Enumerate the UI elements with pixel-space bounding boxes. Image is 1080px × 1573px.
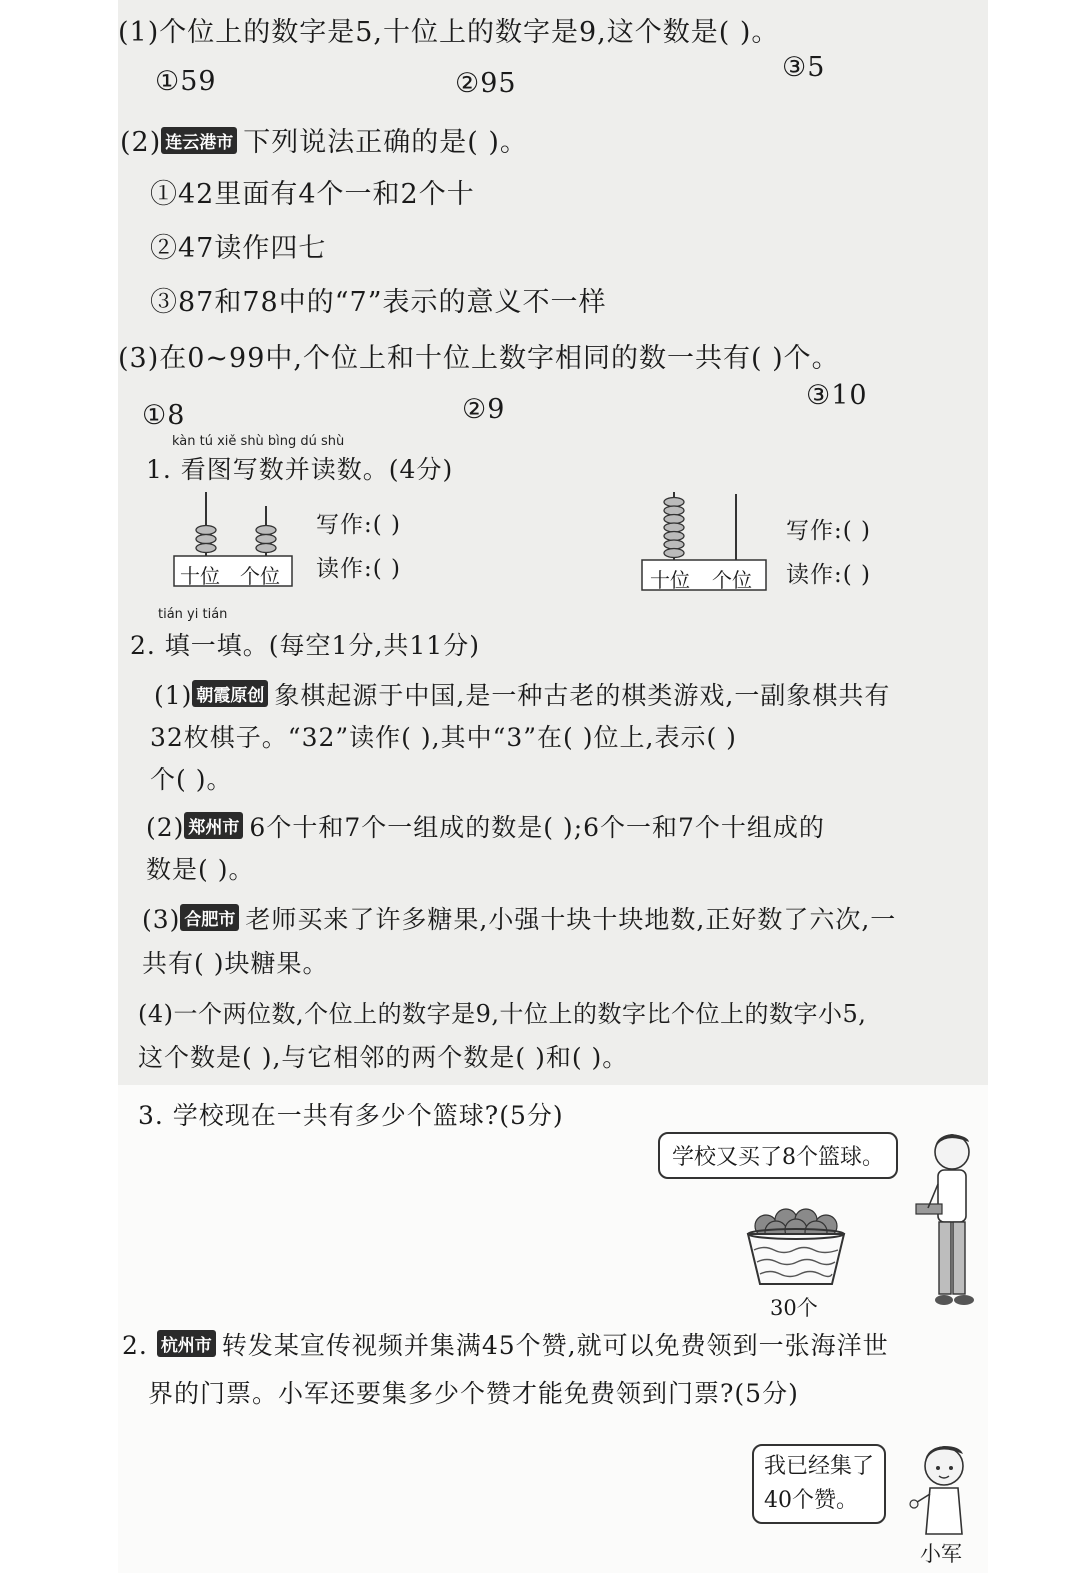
section-1-title: 1. 看图写数并读数。(4分) (146, 455, 454, 484)
region-tag: 郑州市 (184, 812, 243, 839)
abacus-right-ones-label: 个位 (712, 568, 752, 592)
bubble-line: 我已经集了 (764, 1454, 875, 1479)
speech-bubble (752, 1444, 886, 1524)
fill-item-3-line-2: 共有( )块糖果。 (142, 949, 329, 978)
region-tag: 连云港市 (161, 127, 237, 154)
pinyin-annotation: tián yi tián (158, 607, 228, 622)
fill-item-1-line-3: 个( )。 (150, 765, 233, 794)
section-2-title: 2. 填一填。(每空1分,共11分) (130, 631, 480, 660)
region-tag: 合肥市 (180, 904, 239, 931)
choice-2-option-1: ①42里面有4个一和2个十 (150, 179, 475, 210)
right-write-answer: 写作:( ) (786, 518, 872, 544)
fill-item-4-line-1: (4)一个两位数,个位上的数字是9,十位上的数字比个位上的数字小5, (138, 1000, 867, 1028)
choice-question-1: (1)个位上的数字是5,十位上的数字是9,这个数是( )。 (118, 17, 780, 48)
basket-of-balls-icon (744, 1200, 848, 1292)
fill-item-4-line-2: 这个数是( ),与它相邻的两个数是( )和( )。 (138, 1043, 629, 1072)
pinyin-annotation: kàn tú xiě shù bìng dú shù (172, 434, 345, 449)
boy-name: 小军 (920, 1542, 962, 1566)
section-3-title: 3. 学校现在一共有多少个篮球?(5分) (138, 1101, 564, 1130)
choice-1-option-2: ②95 (455, 68, 517, 99)
choice-2-option-2: ②47读作四七 (150, 233, 327, 264)
right-read-answer: 读作:( ) (786, 562, 872, 588)
speech-bubble: 学校又买了8个篮球。 (658, 1132, 898, 1179)
boy-reading-icon (908, 1128, 986, 1312)
abacus-right-tens-label: 十位 (650, 568, 690, 592)
fill-item-1-line-2: 32枚棋子。“32”读作( ),其中“3”在( )位上,表示( ) (150, 723, 737, 752)
abacus-left-tens-label: 十位 (180, 564, 220, 588)
choice-question-2: (2) 连云港市 下列说法正确的是( )。 (120, 127, 528, 158)
choice-3-option-3: ③10 (806, 380, 868, 411)
left-read-answer: 读作:( ) (316, 556, 402, 582)
choice-2-option-3: ③87和78中的“7”表示的意义不一样 (150, 287, 607, 318)
basket-caption: 30个 (770, 1296, 818, 1320)
fill-item-3-line-1: (3) 合肥市 老师买来了许多糖果,小强十块十块地数,正好数了六次,一 (142, 905, 897, 934)
word-problem-line-2: 界的门票。小军还要集多少个赞才能免费领到门票?(5分) (148, 1379, 799, 1408)
left-write-answer: 写作:( ) (316, 512, 402, 538)
fill-item-2-line-1: (2) 郑州市 6个十和7个一组成的数是( );6个一和7个十组成的 (146, 813, 825, 842)
region-tag: 朝霞原创 (192, 680, 268, 707)
choice-1-option-1: ①59 (155, 66, 217, 97)
bubble-line: 40个赞。 (764, 1488, 858, 1514)
boy-waving-icon (906, 1438, 976, 1536)
choice-3-option-2: ②9 (462, 394, 506, 425)
choice-question-3: (3)在0~99中,个位上和十位上数字相同的数一共有( )个。 (118, 343, 840, 374)
fill-item-2-line-2: 数是( )。 (146, 855, 255, 884)
region-tag: 杭州市 (157, 1330, 216, 1357)
choice-1-option-3: ③5 (782, 52, 826, 83)
fill-item-1-line-1: (1) 朝霞原创 象棋起源于中国,是一种古老的棋类游戏,一副象棋共有 (154, 681, 891, 710)
choice-3-option-1: ①8 (142, 400, 186, 431)
abacus-left-ones-label: 个位 (240, 564, 280, 588)
word-problem-line-1: 2. 杭州市 转发某宣传视频并集满45个赞,就可以免费领到一张海洋世 (122, 1331, 889, 1360)
